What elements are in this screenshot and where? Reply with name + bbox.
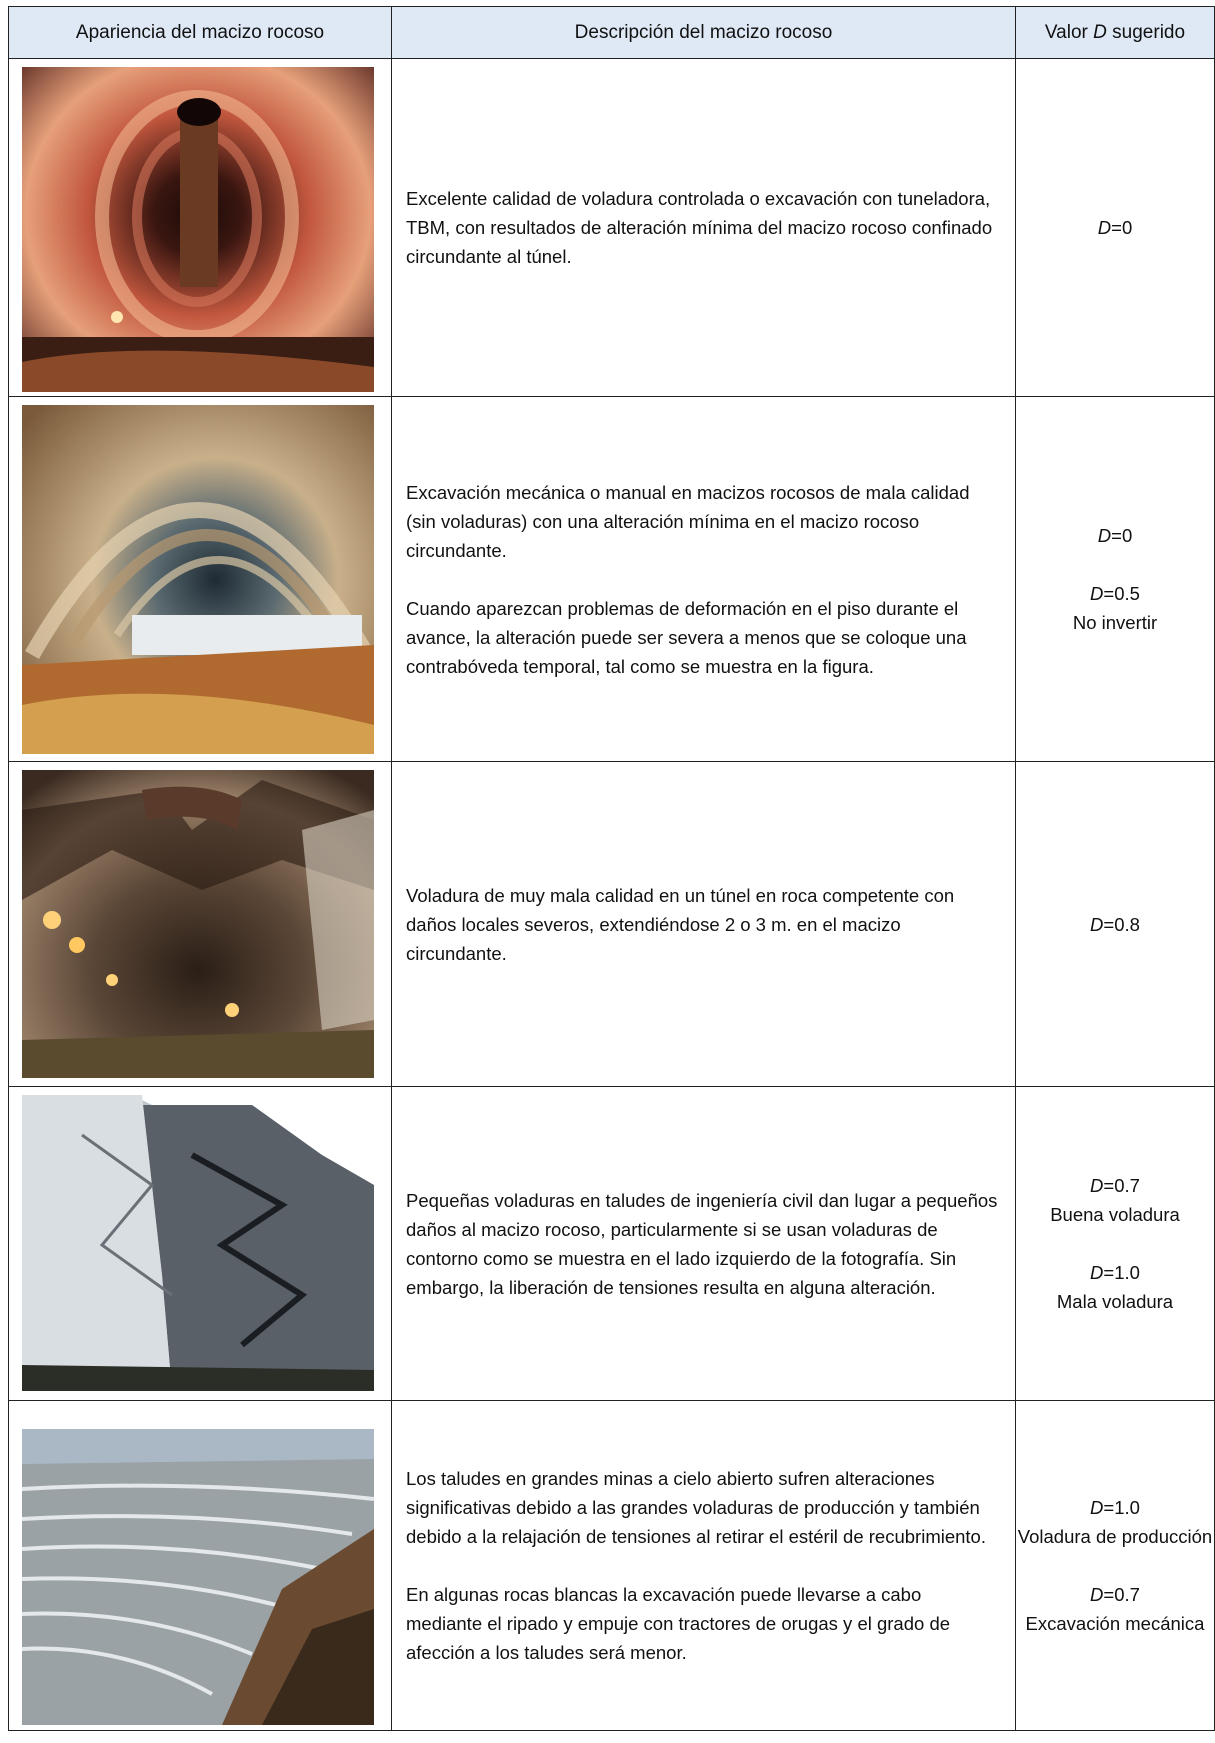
d-value: =0 — [1111, 217, 1133, 238]
header-appearance: Apariencia del macizo rocoso — [9, 7, 392, 59]
d-value-note: No invertir — [1072, 612, 1158, 633]
d-value-cell — [1016, 762, 1215, 1087]
d-value-group — [1016, 1580, 1214, 1638]
table-row — [9, 397, 1215, 762]
description-text: Pequeñas voladuras en taludes de ingeniería civil dan lugar a pequeños daños al macizo rocoso, particularmente si se usan voladuras de contorno como se muestra en el lado izquierdo de la fotografía. Sin embargo, la liberación de tensiones resulta en alguna alteración. — [406, 1189, 998, 1298]
header-d-value — [1016, 7, 1215, 59]
d-value: =0.7 — [1103, 1584, 1140, 1605]
appearance-cell — [9, 1401, 392, 1731]
d-value: =1.0 — [1103, 1497, 1140, 1518]
table-row — [9, 1087, 1215, 1401]
d-symbol: D — [1090, 1584, 1104, 1605]
d-value: =0.7 — [1103, 1175, 1140, 1196]
d-value-cell — [1016, 1087, 1215, 1401]
d-value: =0.5 — [1103, 583, 1140, 604]
d-value-group — [1016, 1171, 1214, 1229]
table-header-row — [9, 7, 1215, 59]
description-text: En algunas rocas blancas la excavación puede llevarse a cabo mediante el ripado y empuje con tractores de orugas y el grado de afección a los taludes será menor. — [406, 1584, 951, 1663]
d-value-group — [1016, 579, 1214, 637]
description-text: Los taludes en grandes minas a cielo abierto sufren alteraciones significativas debido a las grandes voladuras de producción y también debido a la relajación de tensiones al retirar el estéril de recubrimiento. — [406, 1468, 986, 1547]
d-symbol: D — [1090, 913, 1104, 935]
d-symbol: D — [1090, 1262, 1104, 1283]
appearance-cell — [9, 1087, 392, 1401]
d-symbol: D — [1090, 1175, 1104, 1196]
appearance-cell — [9, 397, 392, 762]
d-value-note: Excavación mecánica — [1025, 1613, 1205, 1634]
d-value-group — [1016, 1258, 1214, 1316]
description-text: Excavación mecánica o manual en macizos rocosos de mala calidad (sin voladuras) con una alteración mínima en el macizo rocoso circundante. — [406, 481, 970, 561]
header-d-suffix: sugerido — [1106, 21, 1186, 43]
table-row — [9, 762, 1215, 1087]
description-text: Voladura de muy mala calidad en un túnel en roca competente con daños locales severos, extendiéndose 2 o 3 m. en el macizo circundante. — [406, 884, 955, 964]
d-value-cell — [1016, 59, 1215, 397]
description-text: Cuando aparezcan problemas de deformación en el piso durante el avance, la alteración puede ser severa a menos que se coloque una contrabóveda temporal, tal como se muestra en la figura. — [406, 597, 967, 677]
poor-blasting-tunnel-photo — [22, 770, 374, 1078]
description-cell — [392, 397, 1016, 762]
d-symbol: D — [1097, 525, 1112, 546]
d-value-group — [1016, 521, 1214, 550]
description-cell — [392, 1087, 1016, 1401]
d-value-cell — [1016, 1401, 1215, 1731]
tbm-tunnel-photo — [22, 67, 374, 392]
table-row — [9, 1401, 1215, 1731]
d-symbol: D — [1090, 583, 1104, 604]
mechanical-excavation-tunnel-photo — [22, 405, 374, 754]
appearance-cell — [9, 762, 392, 1087]
d-symbol: D — [1097, 217, 1112, 238]
header-d-prefix: Valor — [1044, 21, 1094, 43]
disturbance-factor-table — [8, 6, 1215, 1731]
description-text: Excelente calidad de voladura controlada o excavación con tuneladora, TBM, con resultados de alteración mínima del macizo rocoso confinado circundante al túnel. — [406, 188, 993, 267]
description-cell — [392, 762, 1016, 1087]
d-symbol: D — [1090, 1497, 1104, 1518]
d-value-note: Buena voladura — [1050, 1204, 1180, 1225]
d-value: =1.0 — [1103, 1262, 1140, 1283]
d-value-group — [1016, 213, 1214, 242]
d-value: =0 — [1111, 525, 1133, 546]
d-value: =0.8 — [1103, 913, 1140, 935]
header-d-symbol: D — [1093, 21, 1107, 43]
header-description: Descripción del macizo rocoso — [392, 7, 1016, 59]
d-value-note: Voladura de producción — [1017, 1526, 1213, 1547]
d-value-note: Mala voladura — [1056, 1291, 1174, 1312]
civil-slope-photo — [22, 1095, 374, 1391]
table-row — [9, 59, 1215, 397]
d-value-group — [1016, 910, 1214, 939]
appearance-cell — [9, 59, 392, 397]
open-pit-mine-photo — [22, 1409, 374, 1725]
description-cell — [392, 59, 1016, 397]
d-value-cell — [1016, 397, 1215, 762]
d-value-group — [1016, 1493, 1214, 1551]
description-cell — [392, 1401, 1016, 1731]
